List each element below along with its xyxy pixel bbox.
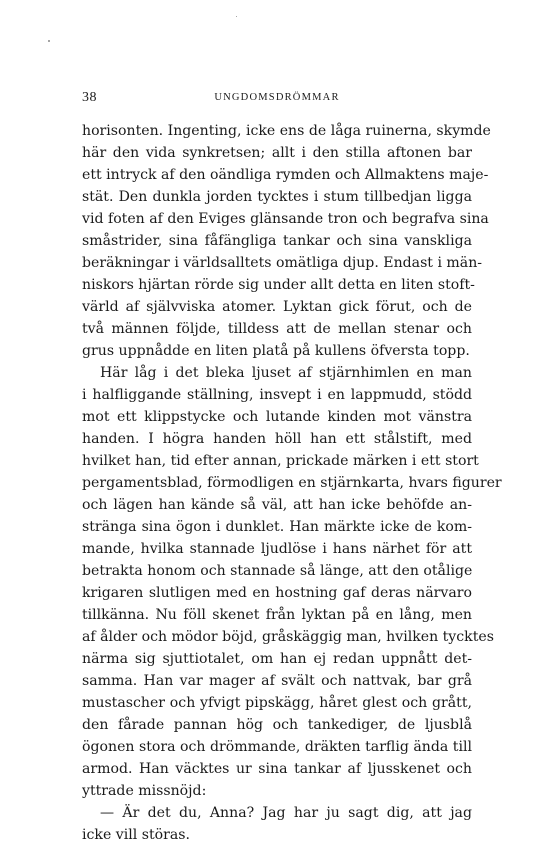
text-line: ett intryck af den oändliga rymden och Allmaktens maje- [82,167,489,183]
text-line: samma. Han var mager af svält och nattvak, bar grå [82,673,472,689]
text-line: i halfliggande ställning, insvept i en lappmudd, stödd [82,387,472,403]
text-line: mot ett klippstycke och lutande kinden mot vänstra [82,409,472,425]
text-line: hvilket han, tid efter annan, prickade märken i ett stort [82,453,479,469]
text-line: ögonen stora och drömmande, dräkten tarflig ända till [82,739,472,755]
paragraph [82,120,491,362]
text-line: — Är det du, Anna? Jag har ju sagt dig, att jag [100,805,472,821]
text-line: stät. Den dunkla jorden tycktes i stum tillbedjan ligga [82,189,472,205]
paragraph [82,362,502,802]
text-line: vid foten af den Eviges glänsande tron och begrafva sina [82,211,489,227]
text-line: mustascher och yfvigt pipskägg, håret glest och grått, [82,695,472,711]
text-line: här den vida synkretsen; allt i den stilla aftonen bar [82,145,472,161]
text-line: af ålder och mödor böjd, gråskäggig man, hvilken tycktes [82,629,494,645]
text-line: stränga sina ögon i dunklet. Han märkte icke de kom- [82,519,472,535]
text-line: horisonten. Ingenting, icke ens de låga ruinerna, skymde [82,123,491,139]
paper-speck [236,16,237,17]
text-line: icke vill störas. [82,827,190,843]
text-line: handen. I högra handen höll han ett stålstift, med [82,431,472,447]
text-line: yttrade missnöjd: [82,783,207,799]
page-header [82,90,472,108]
text-line: beräkningar i världsalltets omätliga djup. Endast i män- [82,255,483,271]
text-line: grus uppnådde en liten platå på kullens öfversta topp. [82,343,470,359]
text-line: närma sig sjuttiotalet, om han ej redan uppnått det- [82,651,472,667]
text-line: armod. Han väcktes ur sina tankar af ljusskenet och [82,761,472,777]
text-line: värld af självviska atomer. Lyktan gick förut, och de [82,299,472,315]
paper-speck [48,40,50,42]
text-line: tillkänna. Nu föll skenet från lyktan på en lång, men [82,607,472,623]
text-line: betrakta honom och stannade så länge, att den otålige [82,563,473,579]
text-line: och lägen han kände så väl, att han icke behöfde an- [82,497,472,513]
text-line: pergamentsblad, förmodligen en stjärnkarta, hvars figurer [82,475,502,491]
text-line: två männen följde, tilldess att de mellan stenar och [82,321,472,337]
text-line: den fårade pannan hög och tankediger, de ljusblå [82,717,472,733]
text-line: niskors hjärtan rörde sig under allt detta en liten stoft- [82,277,475,293]
body-text [82,120,502,846]
text-line: krigaren slutligen med en hostning gaf deras närvaro [82,585,472,601]
text-line: mande, hvilka stannade ljudlöse i hans närhet för att [82,541,472,557]
text-line: småstrider, sina fåfängliga tankar och sina vanskliga [82,233,472,249]
page-number: 38 [82,90,97,105]
text-line: Här låg i det bleka ljuset af stjärnhimlen en man [100,365,472,381]
paragraph [82,802,472,846]
running-head: UNGDOMSDRÖMMAR [214,92,340,103]
